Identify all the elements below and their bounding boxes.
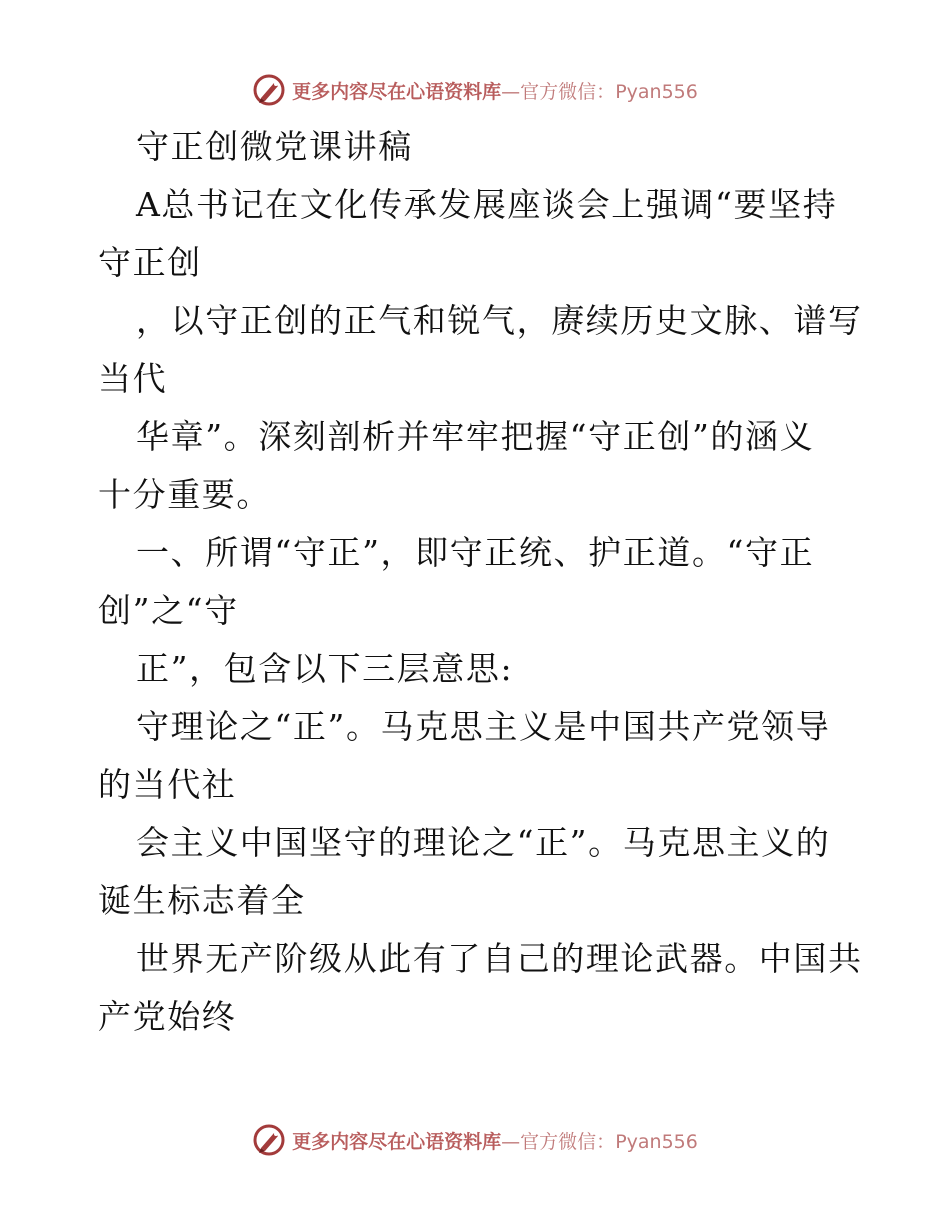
- text-line: 产党始终: [98, 997, 237, 1036]
- watermark-suffix: 官方微信：: [520, 1130, 616, 1153]
- watermark-dash: —: [501, 1130, 521, 1153]
- text-line: 守理论之“正”。马克思主义是中国共产党领导: [136, 707, 831, 746]
- text-line: 守正创微党课讲稿: [136, 127, 413, 166]
- text-line: A总书记在文化传承发展座谈会上强调“要坚持: [136, 185, 838, 224]
- text-line: 十分重要。: [98, 475, 271, 514]
- watermark-handle: Pyan556: [615, 80, 698, 103]
- watermark-suffix: 官方微信：: [520, 80, 616, 103]
- watermark-text: [292, 1127, 698, 1154]
- text-line: ，以守正创的正气和锐气，赓续历史文脉、谱写: [136, 301, 863, 340]
- document-body: [98, 118, 863, 1046]
- watermark-text: [292, 77, 698, 104]
- text-line: 创”之“守: [98, 591, 239, 630]
- pen-logo-icon: [252, 73, 286, 107]
- text-line: 一、所谓“守正”，即守正统、护正道。“守正: [136, 533, 815, 572]
- text-line: 诞生标志着全: [98, 881, 306, 920]
- text-line: 正”，包含以下三层意思:: [136, 649, 514, 688]
- text-line: 的当代社: [98, 765, 237, 804]
- text-line: 当代: [98, 359, 168, 398]
- footer-watermark-banner: [0, 1120, 950, 1160]
- header-watermark-banner: [0, 70, 950, 110]
- watermark-main: 更多内容尽在心语资料库: [292, 80, 502, 103]
- text-line: 华章”。深刻剖析并牢牢把握“守正创”的涵义: [136, 417, 815, 456]
- pen-logo-icon: [252, 1123, 286, 1157]
- text-line: 世界无产阶级从此有了自己的理论武器。中国共: [136, 939, 863, 978]
- watermark-dash: —: [501, 80, 521, 103]
- text-line: 守正创: [98, 243, 202, 282]
- text-line: 会主义中国坚守的理论之“正”。马克思主义的: [136, 823, 831, 862]
- watermark-handle: Pyan556: [615, 1130, 698, 1153]
- watermark-main: 更多内容尽在心语资料库: [292, 1130, 502, 1153]
